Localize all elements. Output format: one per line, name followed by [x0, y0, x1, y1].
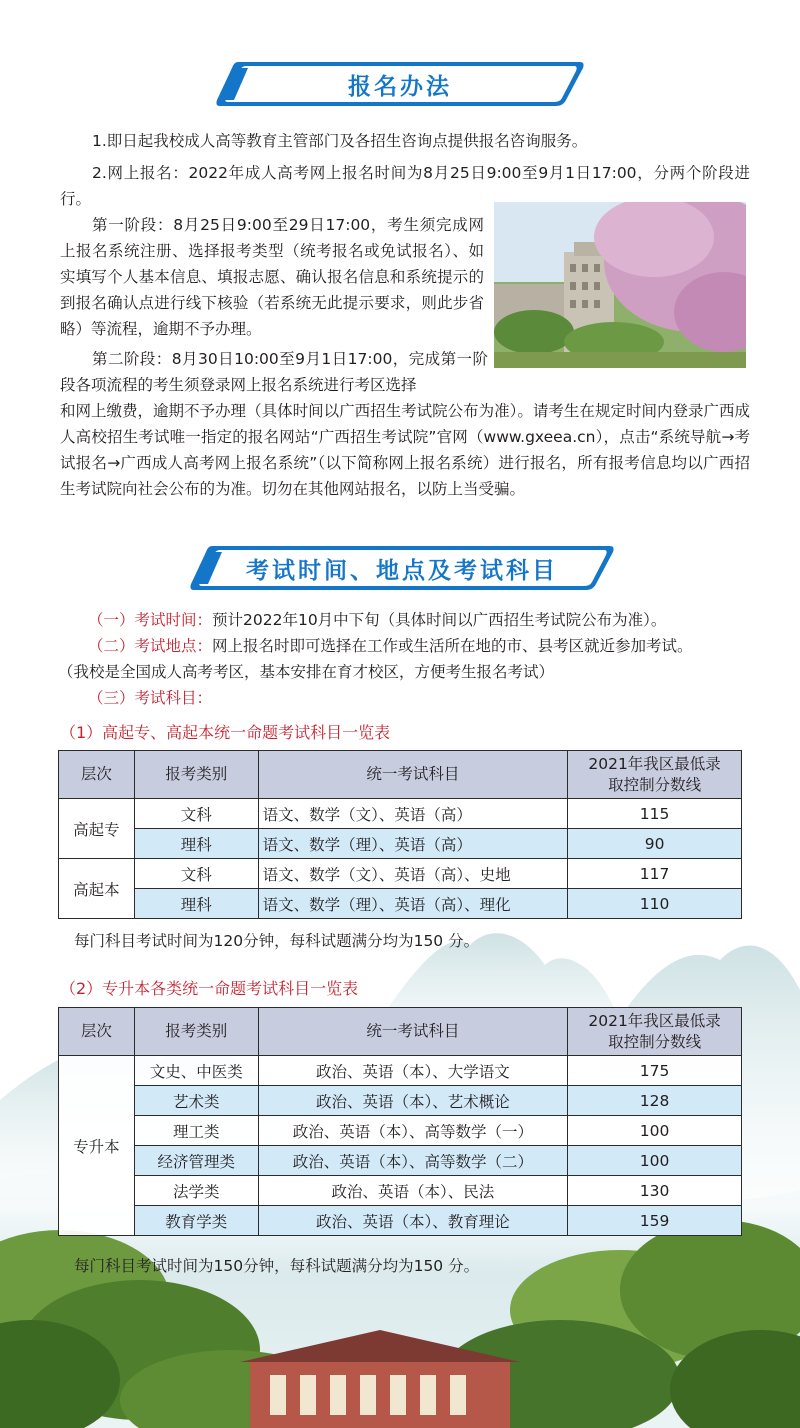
table-header: 统一考试科目	[258, 1008, 568, 1056]
table-header: 报考类别	[134, 751, 258, 799]
score-cell: 110	[568, 889, 742, 919]
subjects-cell: 语文、数学（理）、英语（高）	[258, 829, 568, 859]
table-header: 层次	[59, 1008, 135, 1056]
subjects-cell: 语文、数学（理）、英语（高）、理化	[258, 889, 568, 919]
score-cell: 117	[568, 859, 742, 889]
subjects-cell: 语文、数学（文）、英语（高）	[258, 799, 568, 829]
table2-title: （2）专升本各类统一命题考试科目一览表	[60, 979, 359, 998]
paragraph-stage1: 第一阶段：8月25日9:00至29日17:00，考生须完成网上报名系统注册、选择报考类型（统考报名或免试报名）、如实填写个人基本信息、填报志愿、确认报名信息和系统提示的到报名确认点进行线下核验（若系统无此提示要求，则此步省略）等流程，逾期不予办理。	[60, 216, 484, 338]
category-cell: 文史、中医类	[134, 1056, 258, 1086]
paragraph-online-registration: 2.网上报名：2022年成人高考网上报名时间为8月25日9:00至9月1日17:00，分两个阶段进行。	[60, 164, 750, 208]
exam-time-line	[88, 607, 768, 633]
category-cell: 经济管理类	[134, 1146, 258, 1176]
exam-place-line	[88, 633, 778, 659]
paragraph-stage2-rest: 和网上缴费，逾期不予办理（具体时间以广西招生考试院公布为准）。请考生在规定时间内登录广西成人高校招生考试唯一指定的报名网站“广西招生考试院”官网（www.gxeea.cn），点击“系统导航→考试报名→广西成人高考网上报名系统”（以下简称网上报名系统）进行报名，所有报考信息均以广西招生考试院向社会公布的为准。切勿在其他网站报名，以防上当受骗。	[60, 402, 750, 498]
category-cell: 艺术类	[134, 1086, 258, 1116]
section-banner-exam	[188, 544, 616, 592]
score-cell: 115	[568, 799, 742, 829]
subjects-cell: 政治、英语（本）、艺术概论	[258, 1086, 568, 1116]
score-cell: 159	[568, 1206, 742, 1236]
level-cell: 专升本	[59, 1056, 135, 1236]
score-cell: 90	[568, 829, 742, 859]
subjects-cell: 语文、数学（文）、英语（高）、史地	[258, 859, 568, 889]
category-cell: 理科	[134, 829, 258, 859]
section-title: 报名办法	[348, 73, 452, 100]
table-header: 统一考试科目	[258, 751, 568, 799]
section-banner-registration	[214, 60, 586, 108]
subjects-cell: 政治、英语（本）、教育理论	[258, 1206, 568, 1236]
exam-subject-label: （三）考试科目：	[88, 689, 213, 707]
subjects-cell: 政治、英语（本）、大学语文	[258, 1056, 568, 1086]
table1-title: （1）高起专、高起本统一命题考试科目一览表	[60, 723, 391, 742]
table1	[58, 750, 742, 919]
exam-place-note: （我校是全国成人高考考区，基本安排在育才校区，方便考生报名考试）	[58, 663, 555, 681]
exam-time-label: （一）考试时间：	[88, 611, 213, 629]
category-cell: 教育学类	[134, 1206, 258, 1236]
level-cell: 高起专	[59, 799, 135, 859]
paragraph-consult: 1.即日起我校成人高等教育主管部门及各招生咨询点提供报名咨询服务。	[92, 132, 588, 150]
category-cell: 文科	[134, 859, 258, 889]
table-header: 报考类别	[134, 1008, 258, 1056]
category-cell: 理科	[134, 889, 258, 919]
subjects-cell: 政治、英语（本）、民法	[258, 1176, 568, 1206]
score-cell: 100	[568, 1146, 742, 1176]
category-cell: 理工类	[134, 1116, 258, 1146]
score-cell: 100	[568, 1116, 742, 1146]
subjects-cell: 政治、英语（本）、高等数学（一）	[258, 1116, 568, 1146]
section-title: 考试时间、地点及考试科目	[246, 557, 558, 584]
score-cell: 130	[568, 1176, 742, 1206]
category-cell: 文科	[134, 799, 258, 829]
table2-note: 每门科目考试时间为150分钟，每科试题满分均为150 分。	[74, 1257, 480, 1275]
score-cell: 128	[568, 1086, 742, 1116]
exam-time-text: 预计2022年10月中下旬（具体时间以广西招生考试院公布为准）。	[212, 611, 667, 629]
exam-place-text: 网上报名时即可选择在工作或生活所在地的市、县考区就近参加考试。	[212, 637, 693, 655]
table-header: 层次	[59, 751, 135, 799]
paragraph-stage2-top: 第二阶段：8月30日10:00至9月1日17:00，完成第一阶段各项流程的考生须登录网上报名系统进行考区选择	[60, 350, 488, 394]
table1-note: 每门科目考试时间为120分钟，每科试题满分均为150 分。	[74, 932, 480, 950]
subjects-cell: 政治、英语（本）、高等数学（二）	[258, 1146, 568, 1176]
exam-place-label: （二）考试地点：	[88, 637, 213, 655]
score-cell: 175	[568, 1056, 742, 1086]
campus-photo	[494, 202, 746, 368]
table-header: 2021年我区最低录取控制分数线	[568, 751, 742, 799]
level-cell: 高起本	[59, 859, 135, 919]
table-header: 2021年我区最低录取控制分数线	[568, 1008, 742, 1056]
table2	[58, 1007, 742, 1236]
category-cell: 法学类	[134, 1176, 258, 1206]
